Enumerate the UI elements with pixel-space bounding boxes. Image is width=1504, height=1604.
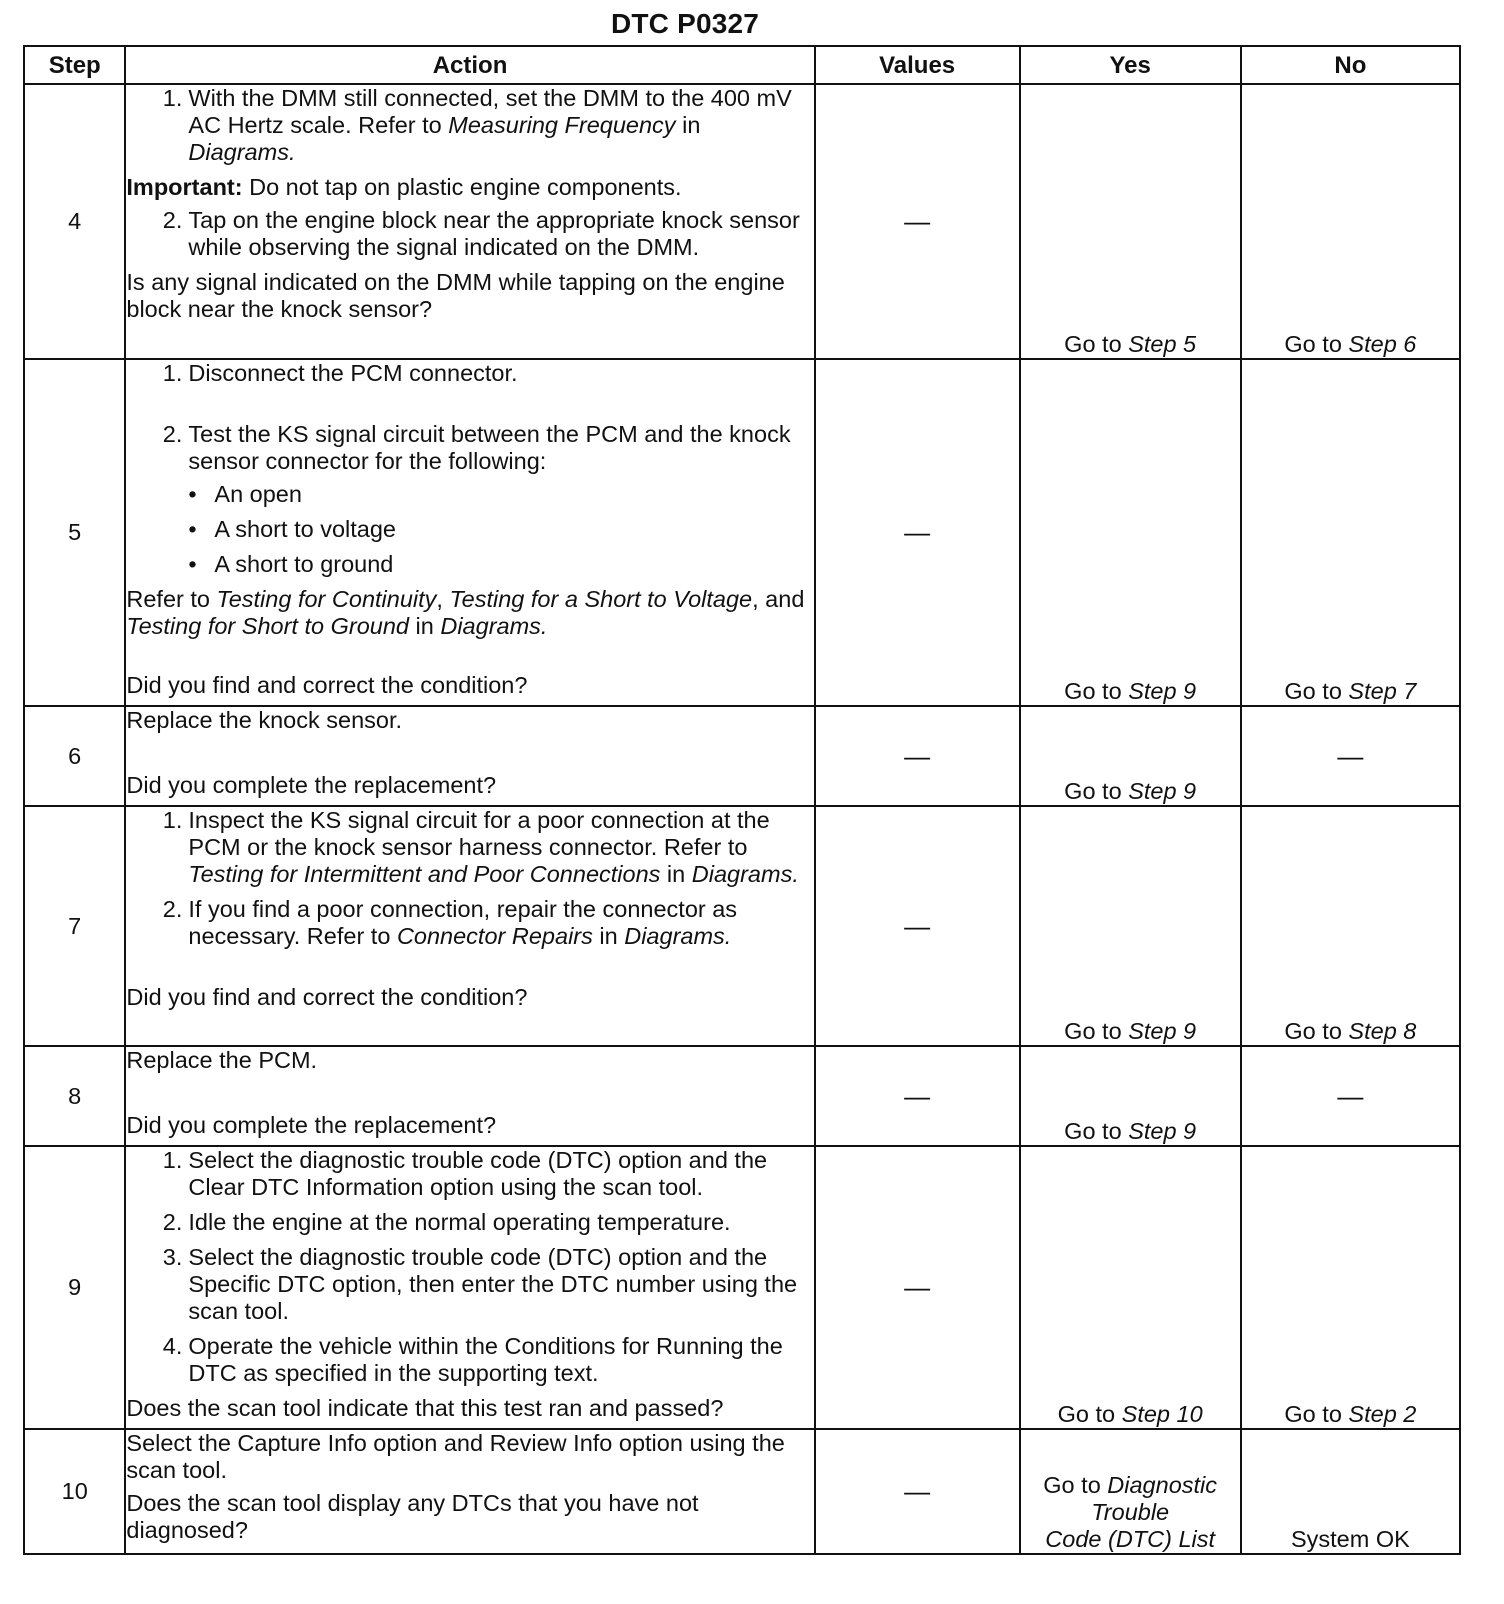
step-number: 10 <box>24 1429 125 1554</box>
bullet-item: • A short to voltage <box>188 516 396 542</box>
yes-cell: Go to Step 9 <box>1020 1046 1241 1146</box>
action-text: Operate the vehicle within the Conditions for Running the DTC as specified in the supporting text. <box>188 1333 783 1386</box>
page-title: DTC P0327 <box>610 8 760 39</box>
dtc-table <box>23 45 1461 1555</box>
values-cell: — <box>815 706 1020 806</box>
goto-step-link[interactable]: Step 5 <box>1128 331 1197 357</box>
list-number: 1. <box>162 1147 183 1173</box>
table-row-step-5 <box>24 359 1460 706</box>
goto-step-link[interactable]: Step 6 <box>1348 331 1417 357</box>
values-cell: — <box>815 1429 1020 1554</box>
no-cell: System OK <box>1241 1429 1460 1554</box>
list-number: 1. <box>162 85 183 111</box>
action-text: Inspect the KS signal circuit for a poor connection at the PCM or the knock sensor harness connector. Refer to <box>188 807 770 860</box>
action-cell <box>125 806 814 1046</box>
list-number: 2. <box>162 207 183 233</box>
list-number: 4. <box>162 1333 183 1359</box>
list-item <box>126 207 813 261</box>
yes-cell: Go to Diagnostic Trouble Code (DTC) List <box>1020 1429 1241 1554</box>
goto-step-link[interactable]: Step 7 <box>1348 678 1417 704</box>
reference-link: Measuring Frequency <box>448 112 676 138</box>
action-text: Test the KS signal circuit between the PCM and the knock sensor connector for the following: <box>188 421 791 474</box>
action-text: Select the diagnostic trouble code (DTC) option and the Specific DTC option, then enter the DTC number using the scan tool. <box>188 1244 798 1324</box>
reference-link: Diagrams. <box>440 613 548 639</box>
no-cell: Go to Step 8 <box>1241 806 1460 1046</box>
table-row-step-9 <box>24 1146 1460 1429</box>
list-item <box>126 1333 813 1387</box>
question-text: Did you complete the replacement? <box>126 772 497 798</box>
list-number: 2. <box>162 896 183 922</box>
no-cell: Go to Step 2 <box>1241 1146 1460 1429</box>
table-row-step-4 <box>24 84 1460 359</box>
question-text: Is any signal indicated on the DMM while tapping on the engine block near the knock sensor? <box>126 269 785 322</box>
list-item <box>126 360 813 387</box>
question-text: Does the scan tool display any DTCs that you have not diagnosed? <box>126 1490 699 1543</box>
header-values: Values <box>815 46 1020 84</box>
table-row-step-6 <box>24 706 1460 806</box>
step-number: 6 <box>24 706 125 806</box>
header-no: No <box>1241 46 1460 84</box>
goto-step-link[interactable]: Step 10 <box>1121 1401 1203 1427</box>
list-item <box>126 1209 813 1236</box>
goto-dtc-list-link[interactable]: Diagnostic <box>1107 1472 1218 1498</box>
goto-step-link[interactable]: Step 9 <box>1128 678 1197 704</box>
step-number: 4 <box>24 84 125 359</box>
no-cell: — <box>1241 706 1460 806</box>
no-cell: Go to Step 6 <box>1241 84 1460 359</box>
header-action: Action <box>125 46 814 84</box>
step-number: 8 <box>24 1046 125 1146</box>
important-text: Do not tap on plastic engine components. <box>242 174 682 200</box>
question-text: Did you complete the replacement? <box>126 1112 497 1138</box>
goto-step-link[interactable]: Step 9 <box>1128 1118 1197 1144</box>
goto-step-link[interactable]: Step 8 <box>1348 1018 1417 1044</box>
values-cell: — <box>815 1046 1020 1146</box>
values-cell: — <box>815 359 1020 706</box>
reference-link: Diagrams. <box>691 861 799 887</box>
list-number: 2. <box>162 1209 183 1235</box>
action-text: Replace the knock sensor. <box>126 707 403 733</box>
list-item: 1. With the DMM still connected, set the DMM to the 400 mV AC Hertz scale. Refer to Measuring Frequency in Diagrams. <box>126 85 813 166</box>
goto-step-link[interactable]: Step 9 <box>1128 1018 1197 1044</box>
list-item <box>126 1244 813 1325</box>
action-text: Disconnect the PCM connector. <box>188 360 518 386</box>
list-item: 1. Inspect the KS signal circuit for a poor connection at the PCM or the knock sensor harness connector. Refer to Testing for Intermittent and Poor Connections in Diagrams. <box>126 807 813 888</box>
step-number: 5 <box>24 359 125 706</box>
bullet-item: • An open <box>188 481 302 507</box>
values-cell: — <box>815 1146 1020 1429</box>
action-text: Select the diagnostic trouble code (DTC) option and the Clear DTC Information option using the scan tool. <box>188 1147 768 1200</box>
reference-link: Testing for a Short to Voltage <box>449 586 753 612</box>
list-number: 2. <box>162 421 183 447</box>
reference-link: Connector Repairs <box>396 923 593 949</box>
table-row-step-10 <box>24 1429 1460 1554</box>
header-yes: Yes <box>1020 46 1241 84</box>
action-cell <box>125 84 814 359</box>
action-text: If you find a poor connection, repair the connector as necessary. Refer to <box>188 896 738 949</box>
table-row-step-8 <box>24 1046 1460 1146</box>
table-row-step-7 <box>24 806 1460 1046</box>
question-text: Did you find and correct the condition? <box>126 984 528 1010</box>
no-cell: Go to Step 7 <box>1241 359 1460 706</box>
values-cell: — <box>815 84 1020 359</box>
question-text: Did you find and correct the condition? <box>126 672 528 698</box>
goto-dtc-list-link[interactable]: Code (DTC) List <box>1045 1526 1216 1552</box>
yes-cell: Go to Step 9 <box>1020 359 1241 706</box>
values-cell: — <box>815 806 1020 1046</box>
list-number: 1. <box>162 360 183 386</box>
yes-cell: Go to Step 10 <box>1020 1146 1241 1429</box>
step-number: 7 <box>24 806 125 1046</box>
reference-link: Testing for Intermittent and Poor Connections <box>188 861 661 887</box>
action-text: Replace the PCM. <box>126 1047 318 1073</box>
important-note <box>126 174 813 201</box>
step-number: 9 <box>24 1146 125 1429</box>
important-label: Important: <box>126 174 243 200</box>
action-text: Select the Capture Info option and Review Info option using the scan tool. <box>126 1430 785 1483</box>
goto-dtc-list-link[interactable]: Trouble <box>1091 1499 1170 1525</box>
question-text: Does the scan tool indicate that this test ran and passed? <box>126 1395 724 1421</box>
refer-text: Refer to Testing for Continuity, Testing for a Short to Voltage, and Testing for Short to Ground in Diagrams. <box>126 586 805 639</box>
no-cell: — <box>1241 1046 1460 1146</box>
action-cell <box>125 1146 814 1429</box>
goto-step-link[interactable]: Step 9 <box>1128 778 1197 804</box>
list-item <box>126 1147 813 1201</box>
action-text: Idle the engine at the normal operating temperature. <box>188 1209 731 1235</box>
reference-link: Testing for Continuity <box>216 586 437 612</box>
yes-cell: Go to Step 9 <box>1020 706 1241 806</box>
header-row <box>24 46 1460 84</box>
yes-cell: Go to Step 5 <box>1020 84 1241 359</box>
list-item: 2. If you find a poor connection, repair the connector as necessary. Refer to Connector Repairs in Diagrams. <box>126 896 813 950</box>
reference-link: Testing for Short to Ground <box>126 613 409 639</box>
list-number: 1. <box>162 807 183 833</box>
list-number: 3. <box>162 1244 183 1270</box>
goto-step-link[interactable]: Step 2 <box>1348 1401 1417 1427</box>
action-cell <box>125 1046 814 1146</box>
reference-link: Diagrams. <box>624 923 732 949</box>
action-cell <box>125 1429 814 1554</box>
reference-link: Diagrams. <box>188 139 296 165</box>
header-step: Step <box>24 46 125 84</box>
action-text: Tap on the engine block near the appropriate knock sensor while observing the signal indicated on the DMM. <box>188 207 800 260</box>
action-text: With the DMM still connected, set the DMM to the 400 mV AC Hertz scale. Refer to <box>188 85 792 138</box>
yes-cell: Go to Step 9 <box>1020 806 1241 1046</box>
action-cell <box>125 706 814 806</box>
action-cell <box>125 359 814 706</box>
list-item <box>126 421 813 475</box>
bullet-item: • A short to ground <box>188 551 394 577</box>
